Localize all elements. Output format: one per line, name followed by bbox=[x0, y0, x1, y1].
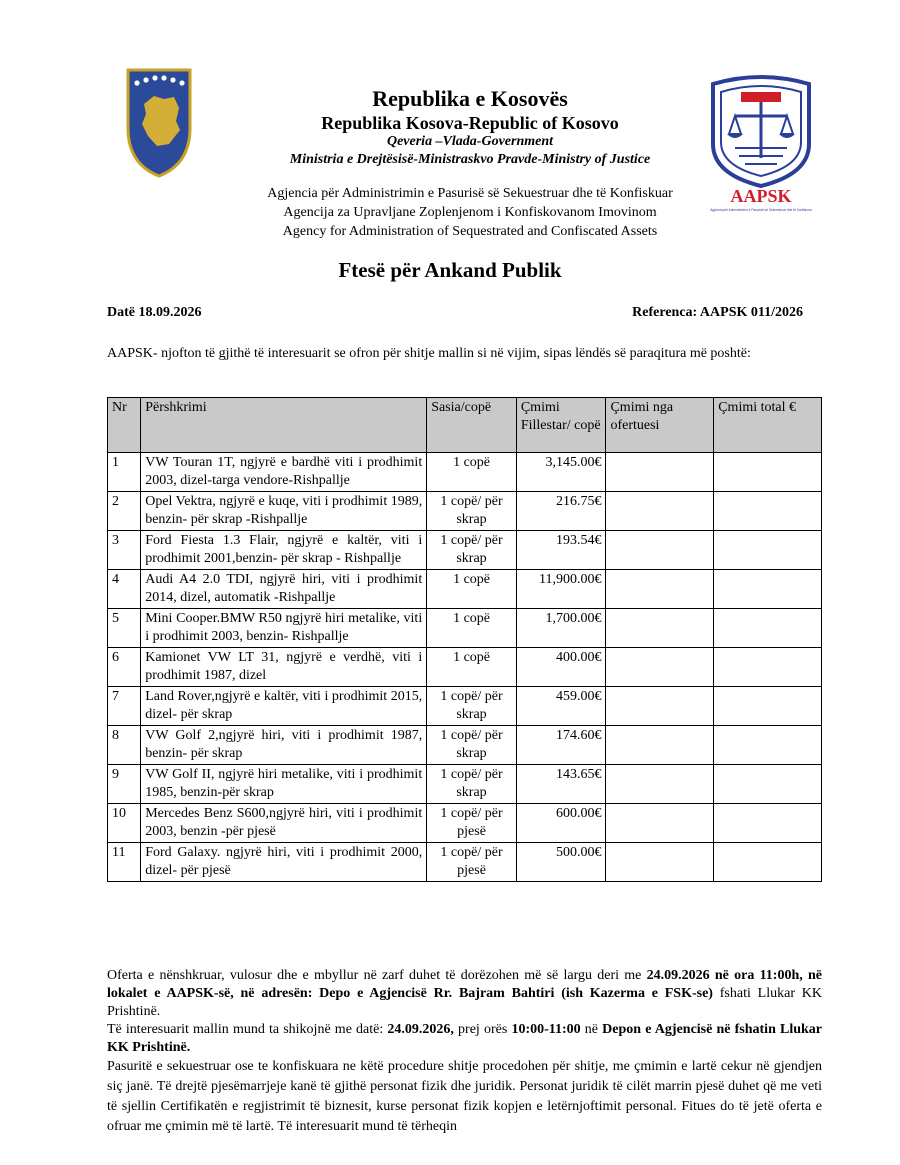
table-header-row bbox=[108, 398, 822, 453]
row-description: Opel Vektra, ngjyrë e kuqe, viti i prodhimit 1989, benzin- për skrap -Rishpallje bbox=[141, 492, 427, 531]
row-quantity: 1 copë/ për skrap bbox=[427, 726, 517, 765]
submission-deadline-address: 24.09.2026 në ora 11:00h, në lokalet e AAPSK-së, në adresën: Depo e Agjencisë Rr. Bajram Bahtiri (ish Kazerma e FSK-se) bbox=[107, 968, 822, 1001]
viewing-paragraph bbox=[107, 1021, 822, 1057]
row-quantity: 1 copë bbox=[427, 609, 517, 648]
header-starting-price: Çmimi Fillestar/ copë bbox=[516, 398, 606, 453]
row-description: VW Touran 1T, ngjyrë e bardhë viti i prodhimit 2003, dizel-targa vendore-Rishpallje bbox=[141, 453, 427, 492]
row-description: Land Rover,ngjyrë e kaltër, viti i prodhimit 2015, dizel- për skrap bbox=[141, 687, 427, 726]
row-starting-price: 500.00€ bbox=[516, 843, 606, 882]
row-nr: 6 bbox=[108, 648, 141, 687]
row-nr: 4 bbox=[108, 570, 141, 609]
row-nr: 9 bbox=[108, 765, 141, 804]
table-row bbox=[108, 492, 822, 531]
header-country-multilingual: Republika Kosova-Republic of Kosovo bbox=[321, 113, 619, 133]
row-quantity: 1 copë/ për skrap bbox=[427, 687, 517, 726]
row-nr: 5 bbox=[108, 609, 141, 648]
row-total-price bbox=[714, 726, 822, 765]
row-quantity: 1 copë bbox=[427, 453, 517, 492]
header-government: Qeveria –Vlada-Government bbox=[386, 134, 554, 149]
row-description: VW Golf 2,ngjyrë hiri, viti i prodhimit 1987, benzin- për skrap bbox=[141, 726, 427, 765]
row-quantity: 1 copë bbox=[427, 570, 517, 609]
table-row bbox=[108, 843, 822, 882]
footer-text bbox=[107, 967, 822, 1137]
row-bidder-price bbox=[606, 570, 714, 609]
table-row bbox=[108, 570, 822, 609]
row-description: Kamionet VW LT 31, ngjyrë e verdhë, viti i prodhimit 1987, dizel bbox=[141, 648, 427, 687]
row-starting-price: 11,900.00€ bbox=[516, 570, 606, 609]
submission-village: fshati Llukar KK Prishtinë. bbox=[107, 986, 822, 1019]
row-total-price bbox=[714, 609, 822, 648]
header-agency-albanian: Agjencia për Administrimin e Pasurisë së Sekuestruar dhe të Konfiskuar bbox=[267, 186, 673, 201]
row-bidder-price bbox=[606, 453, 714, 492]
document-reference: Referenca: AAPSK 011/2026 bbox=[632, 305, 803, 320]
viewing-text-3: në bbox=[580, 1022, 603, 1037]
header-quantity: Sasia/copë bbox=[427, 398, 517, 453]
row-description: Audi A4 2.0 TDI, ngjyrë hiri, viti i prodhimit 2014, dizel, automatik -Rishpallje bbox=[141, 570, 427, 609]
row-nr: 11 bbox=[108, 843, 141, 882]
logo-subtext: Agjencia për Administrimin e Pasurisë së Sekuestruar dhe të Konfiskuar bbox=[710, 208, 812, 212]
table-row bbox=[108, 609, 822, 648]
table-body bbox=[108, 453, 822, 882]
viewing-text-2: prej orës bbox=[453, 1022, 512, 1037]
row-description: Ford Fiesta 1.3 Flair, ngjyrë e kaltër, viti i prodhimit 2001,benzin- për skrap - Rishpallje bbox=[141, 531, 427, 570]
row-starting-price: 143.65€ bbox=[516, 765, 606, 804]
document-title: Ftesë për Ankand Publik bbox=[338, 258, 562, 282]
row-total-price bbox=[714, 648, 822, 687]
row-quantity: 1 copë/ për skrap bbox=[427, 765, 517, 804]
table-row bbox=[108, 453, 822, 492]
row-total-price bbox=[714, 492, 822, 531]
table-row bbox=[108, 726, 822, 765]
viewing-location: Depon e Agjencisë në fshatin Llukar KK Prishtinë. bbox=[107, 1022, 823, 1055]
header-agency-serbian: Agencija za Upravljane Zoplenjenom i Konfiskovanom Imovinom bbox=[283, 205, 657, 220]
row-quantity: 1 copë/ për skrap bbox=[427, 531, 517, 570]
intro-paragraph: AAPSK- njofton të gjithë të interesuarit se ofron për shitje mallin si në vijim, sipas lëndës së paraqitura më poshtë: bbox=[107, 346, 751, 361]
row-bidder-price bbox=[606, 687, 714, 726]
aapsk-logo-icon bbox=[705, 74, 817, 214]
row-nr: 2 bbox=[108, 492, 141, 531]
items-table bbox=[107, 397, 822, 882]
row-nr: 7 bbox=[108, 687, 141, 726]
row-starting-price: 216.75€ bbox=[516, 492, 606, 531]
header-total-price: Çmimi total € bbox=[714, 398, 822, 453]
row-total-price bbox=[714, 687, 822, 726]
row-bidder-price bbox=[606, 843, 714, 882]
submission-paragraph bbox=[107, 967, 822, 1021]
kosovo-coat-of-arms-icon bbox=[124, 66, 194, 180]
row-quantity: 1 copë/ për pjesë bbox=[427, 804, 517, 843]
row-bidder-price bbox=[606, 804, 714, 843]
table-row bbox=[108, 765, 822, 804]
row-bidder-price bbox=[606, 726, 714, 765]
header-agency-english: Agency for Administration of Sequestrated and Confiscated Assets bbox=[282, 224, 658, 239]
row-description: Mini Cooper.BMW R50 ngjyrë hiri metalike, viti i prodhimit 2003, benzin- Rishpallje bbox=[141, 609, 427, 648]
row-bidder-price bbox=[606, 765, 714, 804]
row-nr: 10 bbox=[108, 804, 141, 843]
row-starting-price: 600.00€ bbox=[516, 804, 606, 843]
row-nr: 8 bbox=[108, 726, 141, 765]
header-bidder-price: Çmimi nga ofertuesi bbox=[606, 398, 714, 453]
row-bidder-price bbox=[606, 609, 714, 648]
header-description: Përshkrimi bbox=[141, 398, 427, 453]
row-total-price bbox=[714, 453, 822, 492]
row-starting-price: 3,145.00€ bbox=[516, 453, 606, 492]
row-bidder-price bbox=[606, 648, 714, 687]
viewing-text: Të interesuarit mallin mund ta shikojnë me datë: bbox=[107, 1022, 388, 1037]
logo-text: AAPSK bbox=[730, 186, 792, 206]
row-nr: 3 bbox=[108, 531, 141, 570]
row-starting-price: 193.54€ bbox=[516, 531, 606, 570]
row-total-price bbox=[714, 531, 822, 570]
viewing-date: 24.09.2026, bbox=[387, 1022, 454, 1037]
conditions-paragraph: Pasuritë e sekuestruar ose te konfiskuara ne këtë procedure shitje procedohen për shitje, me çmimin e lartë cekur në gjendjen siç janë. Të drejtë pjesëmarrjeje kanë të gjithë personat fizik dhe juridik. Personat juridik të cilët marrin pjesë duhet që me veti të sjellin Certifikatën e regjistrimit të biznesit, kurse personat fizik kopjen e letërnjoftimit personal. Fitues do të jetë oferta e ofruar me çmimin më të lartë. Të interesuarit mund të tërheqin bbox=[107, 1059, 822, 1134]
header-country-name: Republika e Kosovës bbox=[372, 86, 568, 111]
table-row bbox=[108, 648, 822, 687]
row-nr: 1 bbox=[108, 453, 141, 492]
table-row bbox=[108, 687, 822, 726]
row-bidder-price bbox=[606, 531, 714, 570]
table-row bbox=[108, 531, 822, 570]
row-description: Mercedes Benz S600,ngjyrë hiri, viti i prodhimit 2003, benzin -për pjesë bbox=[141, 804, 427, 843]
row-bidder-price bbox=[606, 492, 714, 531]
row-total-price bbox=[714, 570, 822, 609]
row-total-price bbox=[714, 843, 822, 882]
header-nr: Nr bbox=[108, 398, 141, 453]
row-description: VW Golf II, ngjyrë hiri metalike, viti i prodhimit 1985, benzin-për skrap bbox=[141, 765, 427, 804]
row-quantity: 1 copë bbox=[427, 648, 517, 687]
row-total-price bbox=[714, 804, 822, 843]
document-date: Datë 18.09.2026 bbox=[107, 305, 202, 320]
row-description: Ford Galaxy. ngjyrë hiri, viti i prodhimit 2000, dizel- për pjesë bbox=[141, 843, 427, 882]
row-starting-price: 174.60€ bbox=[516, 726, 606, 765]
row-starting-price: 1,700.00€ bbox=[516, 609, 606, 648]
row-starting-price: 459.00€ bbox=[516, 687, 606, 726]
table-row bbox=[108, 804, 822, 843]
row-starting-price: 400.00€ bbox=[516, 648, 606, 687]
viewing-time: 10:00-11:00 bbox=[511, 1022, 581, 1037]
submission-text: Oferta e nënshkruar, vulosur dhe e mbyllur në zarf duhet të dorëzohen më së largu deri me bbox=[107, 968, 647, 983]
row-quantity: 1 copë/ për pjesë bbox=[427, 843, 517, 882]
row-total-price bbox=[714, 765, 822, 804]
header-ministry: Ministria e Drejtësisë-Ministraskvo Pravde-Ministry of Justice bbox=[289, 152, 651, 167]
row-quantity: 1 copë/ për skrap bbox=[427, 492, 517, 531]
